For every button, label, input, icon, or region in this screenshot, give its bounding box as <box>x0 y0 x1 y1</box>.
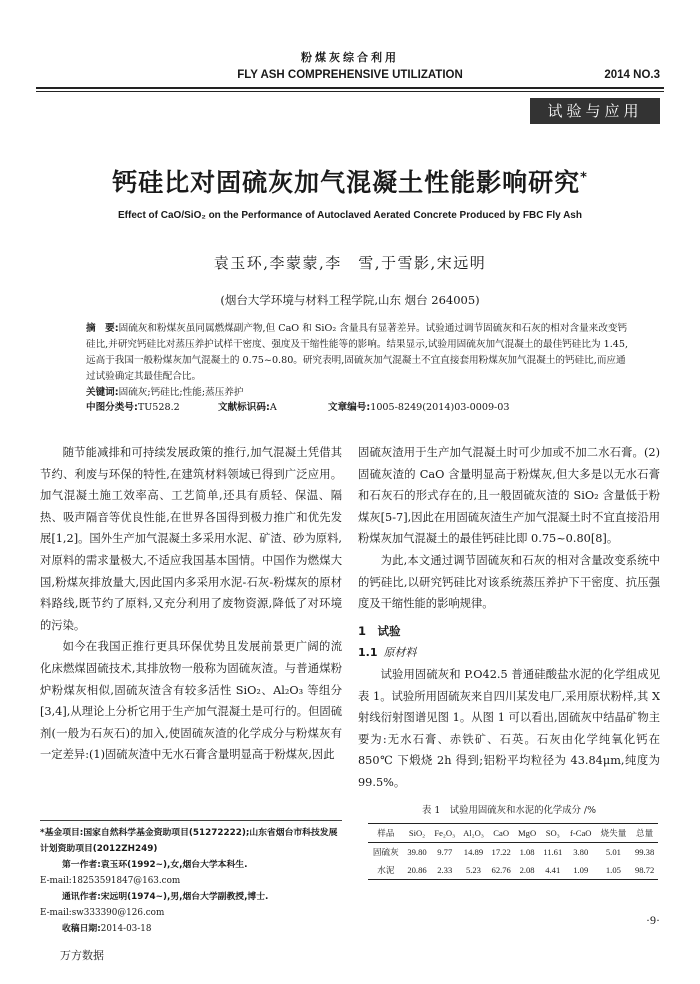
table-cell: 17.22 <box>491 847 511 857</box>
table-cell: 2.33 <box>430 861 459 880</box>
body-column-right <box>358 442 660 794</box>
header-cell: Al₂O₃ <box>459 824 488 843</box>
keywords <box>86 385 634 401</box>
table-cell: 1.09 <box>566 861 596 880</box>
subsection-title: 原材料 <box>383 646 417 660</box>
first-author-label: 第一作者: <box>62 860 101 870</box>
table-cell: 水泥 <box>368 861 404 880</box>
header-cell: MgO <box>515 824 540 843</box>
table-cell: 11.61 <box>543 847 563 857</box>
table-cell: 4.41 <box>540 861 566 880</box>
received-date-label: 收稿日期: <box>62 924 101 934</box>
body-column-left <box>40 442 342 766</box>
corresponding-author-email: E-mail:sw333390@126.com <box>40 908 165 918</box>
footnotes <box>40 825 342 937</box>
watermark: 万方数据 <box>60 949 104 962</box>
table-cell: 14.89 <box>463 847 484 857</box>
subsection-number: 1.1 <box>358 646 378 660</box>
header-cell: 烧失量 <box>596 824 632 843</box>
abstract-label: 摘 要: <box>86 323 119 334</box>
abstract <box>86 321 634 385</box>
received-date: 2014-03-18 <box>100 924 152 934</box>
paper-title-en: Effect of CaO/SiO₂ on the Performance of Autoclaved Aerated Concrete Produced by FBC Fly Ash <box>118 210 582 221</box>
doc-code-label: 文献标识码: <box>218 402 270 413</box>
journal-title-cn: 粉煤灰综合利用 <box>301 51 399 64</box>
corresponding-author-label: 通讯作者: <box>62 892 101 902</box>
author-list: 袁玉环,李蒙蒙,李 雪,于雪影,宋远明 <box>213 254 487 272</box>
table-cell: 3.80 <box>573 847 589 857</box>
table-cell: 20.86 <box>404 861 431 880</box>
keywords-text: 固硫灰;钙硅比;性能;蒸压养护 <box>118 387 244 398</box>
affiliation: (烟台大学环境与材料工程学院,山东 烟台 264005) <box>220 293 480 307</box>
table-row <box>368 843 658 862</box>
paragraph: 为此,本文通过调节固硫灰和石灰的相对含量改变系统中的钙硅比,以研究钙硅比对该系统蒸压养护下干密度、抗压强度及干缩性能的影响规律。 <box>358 553 660 611</box>
section-heading: 1 试验 <box>358 623 401 638</box>
table-header-row <box>368 824 658 843</box>
clc-value: TU528.2 <box>137 402 180 413</box>
paper-title-cn: 钙硅比对固硫灰加气混凝土性能影响研究* <box>112 168 588 197</box>
article-number-label: 文章编号: <box>328 402 371 413</box>
table-row <box>368 861 658 880</box>
issue-number: 2014 NO.3 <box>604 69 660 81</box>
header-cell: f-CaO <box>566 824 596 843</box>
page-number: ·9· <box>646 913 660 927</box>
subsection-heading <box>358 642 660 664</box>
article-number-value: 1005-8249(2014)03-0009-03 <box>370 402 510 413</box>
first-author-text: 袁玉环(1992~),女,烟台大学本科生. <box>100 860 248 870</box>
header-cell: CaO <box>488 824 515 843</box>
paragraph: 试验用固硫灰和 P.O42.5 普通硅酸盐水泥的化学组成见表 1。试验所用固硫灰来自四川某发电厂,采用原状粉样,其 X 射线衍射图谱见图 1。从图 1 可以看出,固硫灰中结晶矿物主要为:无水石膏、赤铁矿、石英。石灰由化学纯氧化钙在 850℃ 下煅烧 2h 得到;铝粉平均粒径为 43.84μm,纯度为 99.5%。 <box>358 667 660 789</box>
table-cell: 9.77 <box>437 847 453 857</box>
header-cell: SO₃ <box>540 824 566 843</box>
table-cell: 62.76 <box>488 861 515 880</box>
header-cell: 总量 <box>631 824 658 843</box>
table-cell: 1.08 <box>519 847 535 857</box>
header-cell: SiO₂ <box>404 824 431 843</box>
paragraph: 固硫灰渣用于生产加气混凝土时可少加或不加二水石膏。(2)固硫灰渣的 CaO 含量明显高于粉煤灰,但大多是以无水石膏和石灰石的形式存在的,且一般固硫灰渣的 SiO₂ 含量低于粉煤灰[5-7],因此在用固硫灰渣生产加气混凝土时不宜直接沿用粉煤灰加气混凝土的最佳钙硅比即 0.75~0.80[8]。 <box>358 446 660 546</box>
clc-label: 中图分类号: <box>86 402 138 413</box>
keywords-label: 关键词: <box>86 387 119 398</box>
paragraph: 随节能减排和可持续发展政策的推行,加气混凝土凭借其节约、利废与环保的特性,在建筑材料领域已得到广泛应用。加气混凝土施工效率高、工艺简单,还具有质轻、保温、隔热、吸声隔音等优良性能,在世界各国得到极力推广和优先发展[1,2]。国外生产加气混凝土多采用水泥、矿渣、砂为原料,对原料的需求量极大,不适应我国基本国情。中国作为燃煤大国,粉煤灰排放量大,因此国内多采用水泥-石灰-粉煤灰的原材料路线,既节约了原料,又充分利用了废物资源,降低了对环境的污染。 <box>40 446 342 632</box>
table-cell: 5.01 <box>605 847 621 857</box>
abstract-text: 固硫灰和粉煤灰虽同属燃煤副产物,但 CaO 和 SiO₂ 含量具有显著差异。试验通过调节固硫灰和石灰的相对含量来改变钙硅比,并研究钙硅比对蒸压养护试样干密度、强度及干缩性能等的影响。结果显示,试验用固硫灰加气混凝土的最佳钙硅比为 1.45,远高于我国一般粉煤灰加气混凝土的 0.75~0.80。研究表明,固硫灰加气混凝土不宜直接套用粉煤灰加气混凝土的钙硅比,而应通过试验确定其最佳配合比。 <box>86 323 629 382</box>
table-caption: 表 1 试验用固硫灰和水泥的化学成分 /% <box>422 805 596 816</box>
table-cell: 98.72 <box>631 861 658 880</box>
classification-line <box>86 400 634 416</box>
chemical-composition-table <box>368 823 658 880</box>
paragraph: 如今在我国正推行更具环保优势且发展前景更广阔的流化床燃煤固硫技术,其排放物一般称为固硫灰渣。与普通煤粉炉粉煤灰相似,固硫灰渣含有较多活性 SiO₂、Al₂O₃ 等组分[3,4],从理论上分析它用于生产加气混凝土是可行的。但固硫剂(一般为石灰石)的加入,使固硫灰渣的化学成分与粉煤灰有一定差异:(1)固硫灰渣中无水石膏含量明显高于粉煤灰,因此 <box>40 640 342 762</box>
header-rule <box>36 87 664 89</box>
title-footnote-mark: * <box>580 170 588 186</box>
corresponding-author-text: 宋远明(1974~),男,烟台大学副教授,博士. <box>100 892 269 902</box>
fund-text: 国家自然科学基金资助项目(51272222);山东省烟台市科技发展计划资助项目(2012ZH249) <box>40 828 338 854</box>
doc-code-value: A <box>269 402 277 413</box>
table-cell: 39.80 <box>407 847 427 857</box>
first-author-email: E-mail:18253591847@163.com <box>40 876 181 886</box>
section-banner: 试验与应用 <box>530 98 660 124</box>
footnote-rule <box>40 820 342 821</box>
header-cell: 样品 <box>368 824 404 843</box>
header-cell: Fe₂O₃ <box>430 824 459 843</box>
fund-label: *基金项目: <box>40 828 84 838</box>
table-cell: 99.38 <box>634 847 655 857</box>
header-rule-thin <box>36 91 664 92</box>
table-cell: 5.23 <box>459 861 488 880</box>
table-cell: 1.05 <box>596 861 632 880</box>
table-cell: 固硫灰 <box>372 847 399 857</box>
table-cell: 2.08 <box>515 861 540 880</box>
journal-title-en: FLY ASH COMPREHENSIVE UTILIZATION <box>237 69 463 81</box>
